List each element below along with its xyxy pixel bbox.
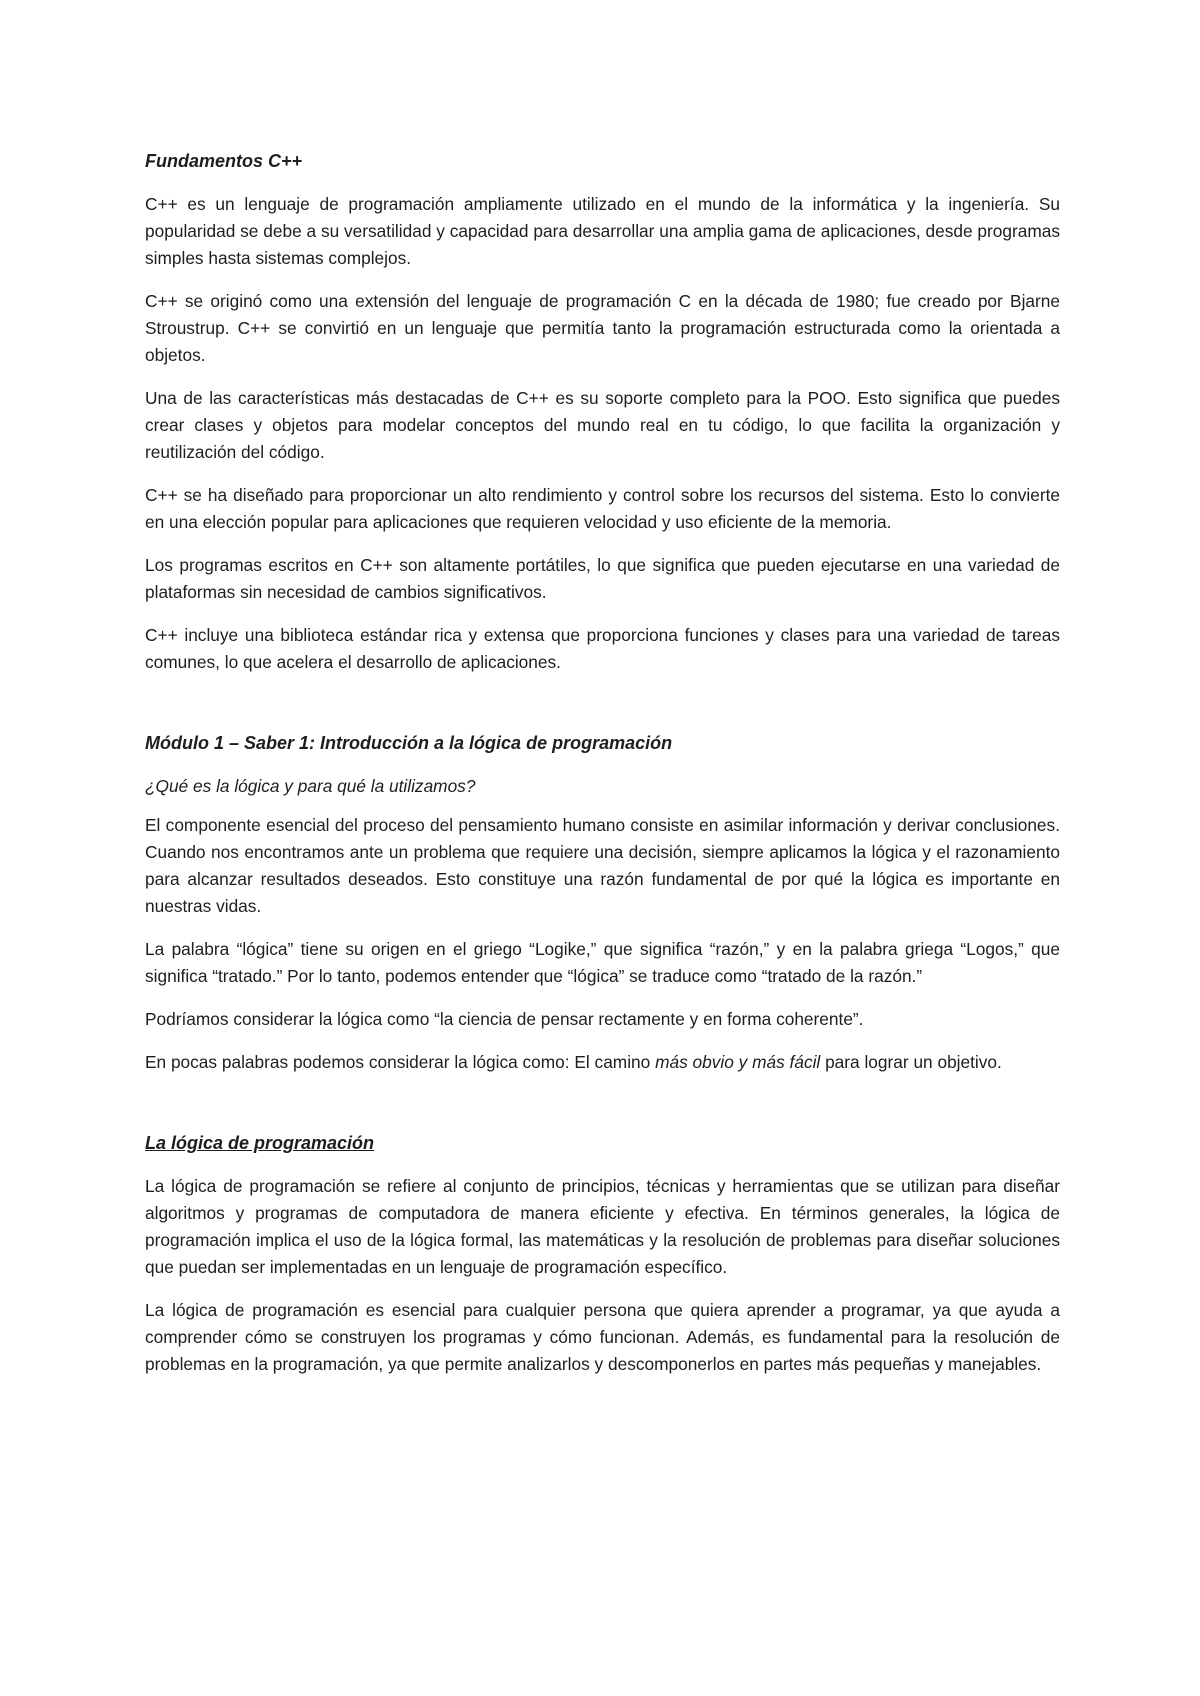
paragraph: Los programas escritos en C++ son altamente portátiles, lo que significa que pueden ejecutarse en una variedad de plataformas sin necesidad de cambios significativos. [145, 555, 1060, 602]
paragraph: C++ se originó como una extensión del lenguaje de programación C en la década de 1980; fue creado por Bjarne Stroustrup. C++ se convirtió en un lenguaje que permitía tanto la programación estructurada como la orientada a objetos. [145, 291, 1060, 365]
document-page [145, 148, 1060, 1394]
section-title-fundamentos: Fundamentos C++ [145, 151, 303, 171]
section-subtitle: ¿Qué es la lógica y para qué la utilizamos? [145, 776, 476, 796]
paragraph: La lógica de programación es esencial para cualquier persona que quiera aprender a programar, ya que ayuda a comprender cómo se construyen los programas y cómo funcionan. Además, es fundamental para la resolución de problemas en la programación, ya que permite analizarlos y descomponerlos en partes más pequeñas y manejables. [145, 1300, 1060, 1374]
paragraph: La lógica de programación se refiere al conjunto de principios, técnicas y herramientas que se utilizan para diseñar algoritmos y programas de computadora de manera eficiente y efectiva. En términos generales, la lógica de programación implica el uso de la lógica formal, las matemáticas y la resolución de problemas para diseñar soluciones que puedan ser implementadas en un lenguaje de programación específico. [145, 1176, 1060, 1277]
section-spacer [145, 692, 1060, 730]
paragraph: C++ es un lenguaje de programación ampliamente utilizado en el mundo de la informática y la ingeniería. Su popularidad se debe a su versatilidad y capacidad para desarrollar una amplia gama de aplicaciones, desde programas simples hasta sistemas complejos. [145, 194, 1060, 268]
section-spacer [145, 1092, 1060, 1130]
paragraph: La palabra “lógica” tiene su origen en el griego “Logike,” que significa “razón,” y en la palabra griega “Logos,” que significa “tratado.” Por lo tanto, podemos entender que “lógica” se traduce como “tratado de la razón.” [145, 939, 1060, 986]
section-title-logica-programacion: La lógica de programación [145, 1133, 375, 1153]
emphasis-text: más obvio y más fácil [655, 1052, 821, 1072]
paragraph: El componente esencial del proceso del pensamiento humano consiste en asimilar información y derivar conclusiones. Cuando nos encontramos ante un problema que requiere una decisión, siempre aplicamos la lógica y el razonamiento para alcanzar resultados deseados. Esto constituye una razón fundamental de por qué la lógica es importante en nuestras vidas. [145, 815, 1060, 916]
paragraph: C++ incluye una biblioteca estándar rica y extensa que proporciona funciones y clases para una variedad de tareas comunes, lo que acelera el desarrollo de aplicaciones. [145, 625, 1060, 672]
paragraph: Una de las características más destacadas de C++ es su soporte completo para la POO. Esto significa que puedes crear clases y objetos para modelar conceptos del mundo real en tu código, lo que facilita la organización y reutilización del código. [145, 388, 1060, 462]
paragraph: Podríamos considerar la lógica como “la ciencia de pensar rectamente y en forma coherente”. [145, 1009, 864, 1029]
paragraph: C++ se ha diseñado para proporcionar un alto rendimiento y control sobre los recursos del sistema. Esto lo convierte en una elección popular para aplicaciones que requieren velocidad y uso eficiente de la memoria. [145, 485, 1060, 532]
text-run: En pocas palabras podemos considerar la lógica como: El camino [145, 1052, 656, 1072]
section-title-modulo-1: Módulo 1 – Saber 1: Introducción a la lógica de programación [145, 733, 673, 753]
text-run: para lograr un objetivo. [820, 1052, 1002, 1072]
paragraph-with-emphasis [145, 1049, 1060, 1076]
